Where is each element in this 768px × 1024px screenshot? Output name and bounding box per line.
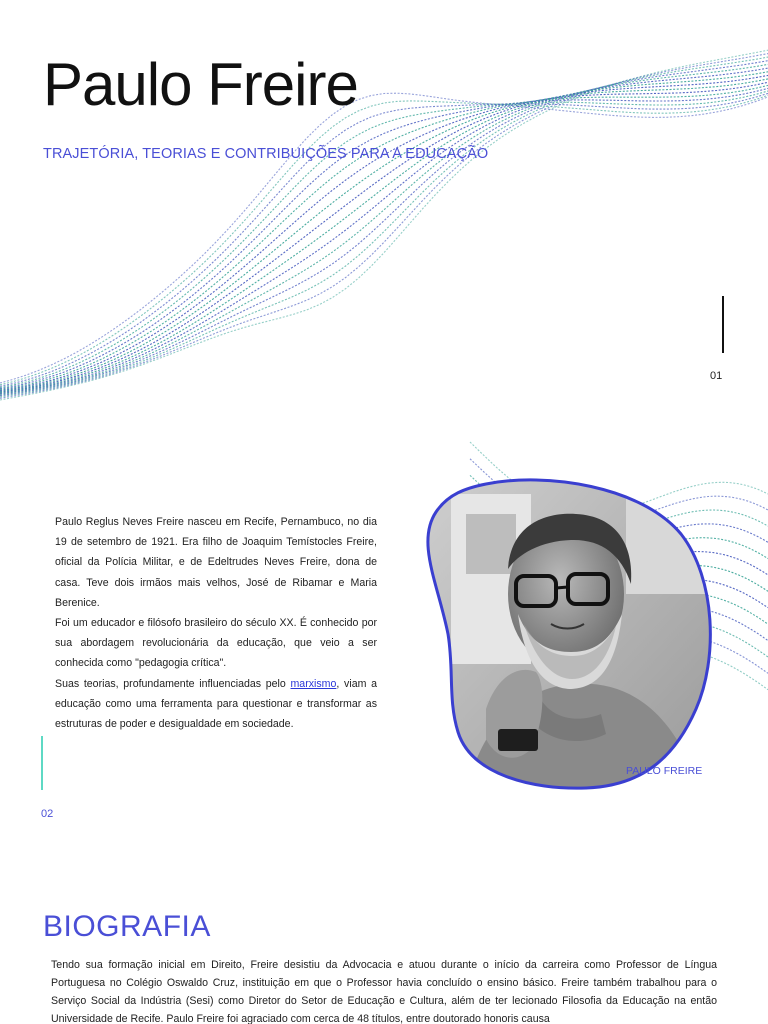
wave-line [0,72,768,393]
paragraph-text: Suas teorias, profundamente influenciadas pelo [55,677,291,690]
intro-paragraph: Paulo Reglus Neves Freire nasceu em Recife, Pernambuco, no dia 19 de setembro de 1921. Era filho de Joaquim Temístocles Freire, oficial da Polícia Militar, e de Edeltrudes Neves Freire, dona de casa. Teve dois irmãos mais velhos, José de Ribamar e Maria Berenice. [55,516,377,609]
biography-text: Tendo sua formação inicial em Direito, Freire desistiu da Advocacia e atuou durante o início da carreira como Professor de Língua Portuguesa no Colégio Oswaldo Cruz, instituição em que o Professor havia concluído o ensino básico. Freire também trabalhou para o Serviço Social da Indústria (Sesi) como Diretor do Setor de Educação e Cultura, além de ter lecionado Filosofia da Educação na então Universidade de Recife. Paulo Freire foi agraciado com cerca de 48 títulos, entre doutorado honoris causa [51,959,717,1024]
title-slide [0,0,768,432]
section-heading: BIOGRAFIA [43,910,211,943]
page-number: 02 [41,808,54,820]
marxismo-link[interactable]: marxismo [290,677,337,690]
photo-caption: PAULO FREIRE [626,765,703,777]
paragraph-text: , viam a educação como uma ferramenta para questionar e transformar as estruturas de poder e desigualdade em sociedade. [55,677,377,731]
intro-paragraph [55,674,377,735]
page-subtitle: TRAJETÓRIA, TEORIAS E CONTRIBUIÇÕES PARA A EDUCAÇÃO [43,146,489,162]
portrait-illustration [426,474,716,794]
wave-line [0,95,768,385]
portrait-photo [426,474,716,799]
biography-slide [0,864,768,1024]
intro-text [55,512,377,734]
divider-line [722,296,724,353]
wave-line [0,93,768,386]
page-title: Paulo Freire [43,51,358,118]
wave-line [0,91,768,388]
accent-line [41,736,43,790]
wave-line [0,93,768,383]
intro-paragraph: Foi um educador e filósofo brasileiro do século XX. É conhecido por sua abordagem revolucionária da educação, que veio a ser conhecida como "pedagogia crítica". [55,617,377,670]
page-number: 01 [710,370,723,382]
intro-slide [0,432,768,864]
